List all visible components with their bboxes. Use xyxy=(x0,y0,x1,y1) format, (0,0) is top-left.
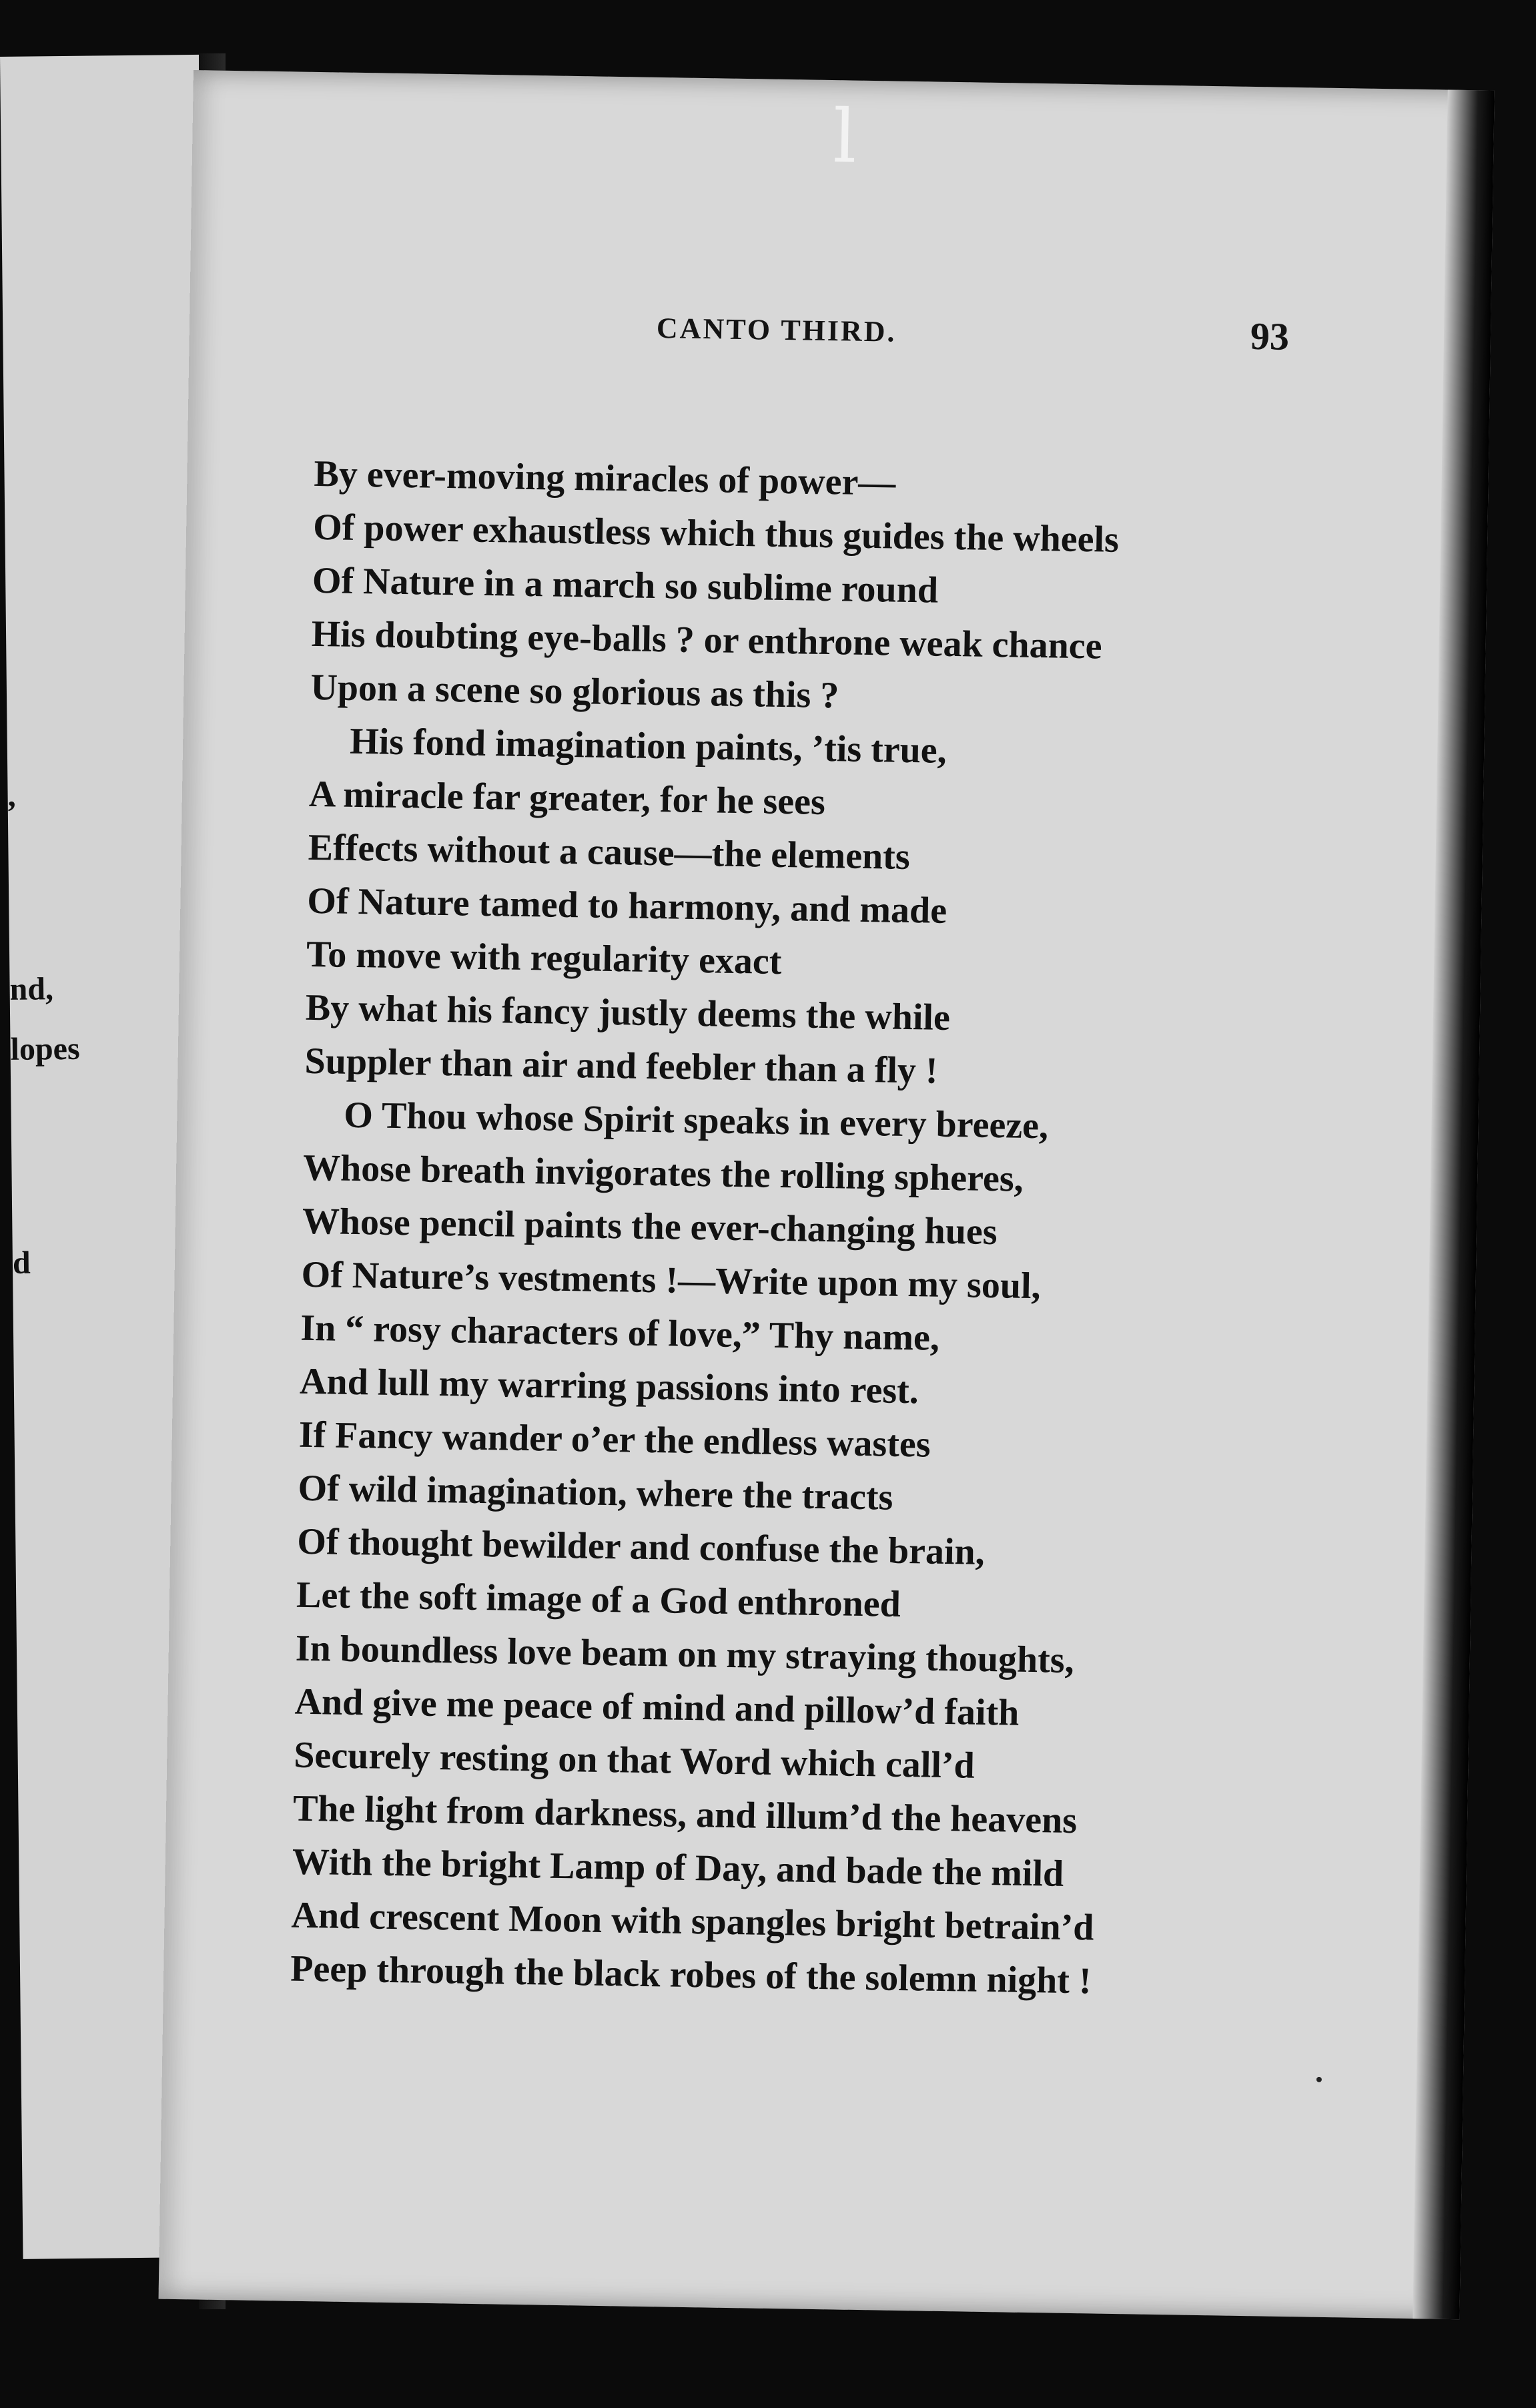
poem-line: Effects without a cause—the elements xyxy=(308,826,911,878)
poem-line: With the bright Lamp of Day, and bade the mild xyxy=(292,1841,1064,1895)
poem-line: Securely resting on that Word which call’d xyxy=(293,1734,976,1787)
poem-line: Of Nature in a march so sublime round xyxy=(312,559,939,611)
poem-line: Of power exhaustless which thus guides the wheels xyxy=(312,506,1120,561)
poem-line: Let the soft image of a God enthroned xyxy=(296,1574,901,1625)
facing-page-fragment: d xyxy=(12,1245,31,1281)
facing-page-fragment: lopes xyxy=(10,1030,80,1067)
page-edge-shadow xyxy=(1413,90,1494,2320)
poem-line: Of Nature tamed to harmony, and made xyxy=(306,880,947,932)
poem-line: Of Nature’s vestments !—Write upon my soul, xyxy=(301,1253,1042,1307)
pencil-mark: l xyxy=(832,93,857,180)
poem-line: His fond imagination paints, ’tis true, xyxy=(349,720,947,772)
poem-line: O Thou whose Spirit speaks in every breeze, xyxy=(343,1094,1049,1147)
poem-line: And crescent Moon with spangles bright betrain’d xyxy=(291,1894,1094,1949)
running-head: CANTO THIRD. xyxy=(656,311,897,348)
page-number: 93 xyxy=(1250,314,1290,358)
poem-line: Whose breath invigorates the rolling spheres, xyxy=(302,1147,1024,1200)
poem-line: Of wild imagination, where the tracts xyxy=(298,1467,893,1518)
facing-page-fragment: , xyxy=(7,778,16,814)
poem-line: And give me peace of mind and pillow’d faith xyxy=(294,1681,1020,1734)
poem-line: Peep through the black robes of the solemn night ! xyxy=(290,1947,1092,2002)
poem-line: The light from darkness, and illum’d the heavens xyxy=(292,1787,1078,1842)
poem-line: Of thought bewilder and confuse the brain, xyxy=(296,1520,986,1573)
poem-line: In boundless love beam on my straying thoughts, xyxy=(295,1627,1075,1682)
poem-line: By ever-moving miracles of power— xyxy=(314,453,896,504)
ink-speck xyxy=(1316,2077,1322,2082)
poem-line: And lull my warring passions into rest. xyxy=(299,1360,919,1412)
book-page xyxy=(159,70,1495,2319)
poem-line: By what his fancy justly deems the while xyxy=(305,986,951,1038)
poem-line: A miracle far greater, for he sees xyxy=(308,773,826,824)
poem-line: Upon a scene so glorious as this ? xyxy=(310,666,839,717)
poem-line: In “ rosy characters of love,” Thy name, xyxy=(300,1307,940,1359)
facing-page-fragment: nd, xyxy=(9,971,54,1007)
poem-line: Suppler than air and feebler than a fly ! xyxy=(304,1040,939,1092)
poem-body xyxy=(189,370,1390,2002)
poem-line: If Fancy wander o’er the endless wastes xyxy=(298,1414,931,1466)
poem-line: His doubting eye-balls ? or enthrone weak chance xyxy=(311,613,1102,667)
poem-line: To move with regularity exact xyxy=(306,933,782,983)
poem-line: Whose pencil paints the ever-changing hues xyxy=(302,1200,998,1253)
